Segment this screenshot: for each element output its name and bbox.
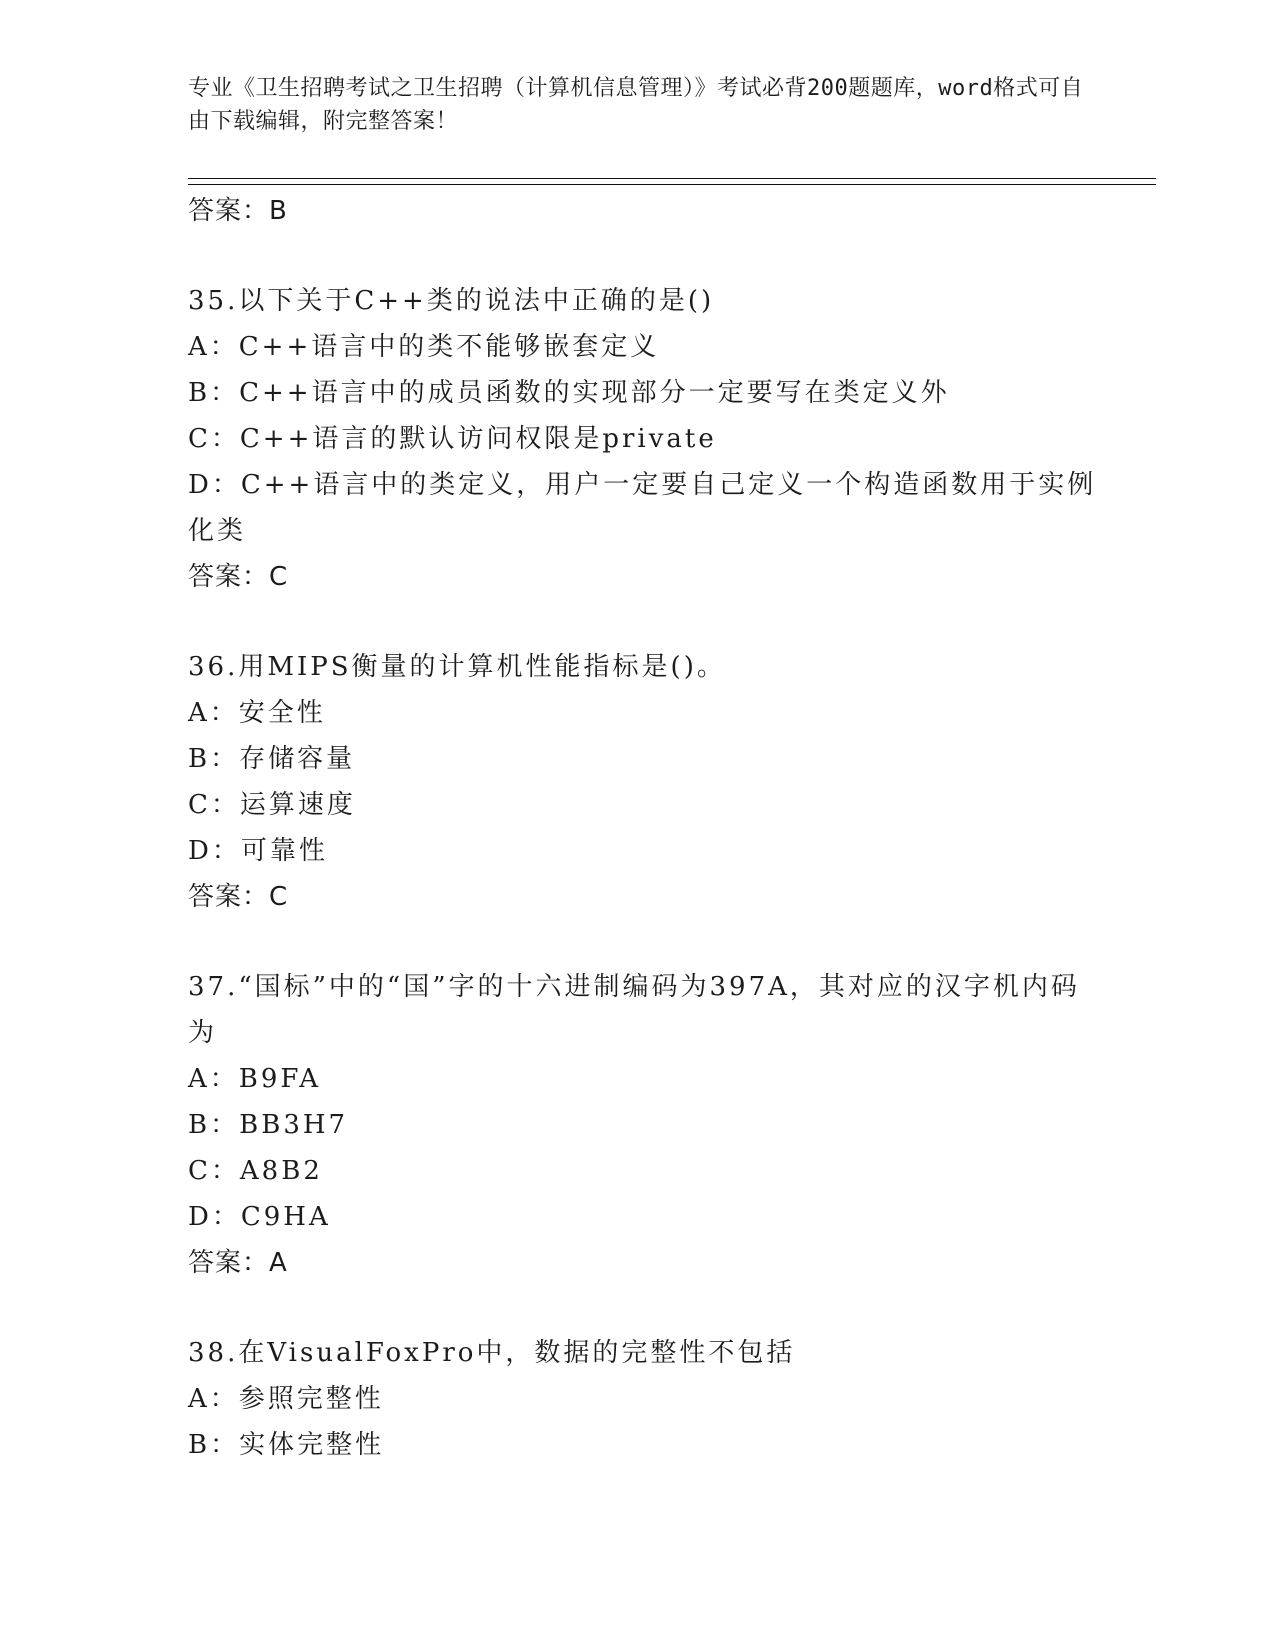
option-c: C：运算速度 [188,790,356,820]
answer-line: 答案：B [188,196,288,226]
question-37 [188,964,1108,1286]
option-d: D：可靠性 [188,836,328,866]
option-d: D：C9HA [188,1202,331,1232]
option-b: B：BB3H7 [188,1110,349,1140]
option-a: A：B9FA [188,1064,321,1094]
answer-line: 答案：C [188,562,289,592]
option-b: B：实体完整性 [188,1430,385,1460]
option-c: C：C++语言的默认访问权限是private [188,424,717,454]
question-38 [188,1330,1108,1468]
option-d: D：C++语言中的类定义，用户一定要自己定义一个构造函数用于实例化类 [188,470,1097,546]
answer-line: 答案：C [188,882,289,912]
option-a: A：C++语言中的类不能够嵌套定义 [188,332,660,362]
answer-line: 答案：A [188,1248,288,1278]
question-list [188,188,1108,1468]
question-stem: 37.“国标”中的“国”字的十六进制编码为397A，其对应的汉字机内码为 [188,972,1080,1048]
option-b: B：C++语言中的成员函数的实现部分一定要写在类定义外 [188,378,950,408]
question-stem: 35.以下关于C++类的说法中正确的是() [188,286,715,316]
document-header: 专业《卫生招聘考试之卫生招聘（计算机信息管理）》考试必背200题题库，word格式可自由下载编辑，附完整答案！ [188,76,1084,134]
option-c: C：A8B2 [188,1156,323,1186]
question-35 [188,278,1108,600]
header-divider [188,178,1156,185]
option-a: A：安全性 [188,698,326,728]
option-a: A：参照完整性 [188,1384,384,1414]
question-stem: 36.用MIPS衡量的计算机性能指标是()。 [188,652,726,682]
question-stem: 38.在VisualFoxPro中，数据的完整性不包括 [188,1338,796,1368]
question-36 [188,644,1108,920]
option-b: B：存储容量 [188,744,356,774]
